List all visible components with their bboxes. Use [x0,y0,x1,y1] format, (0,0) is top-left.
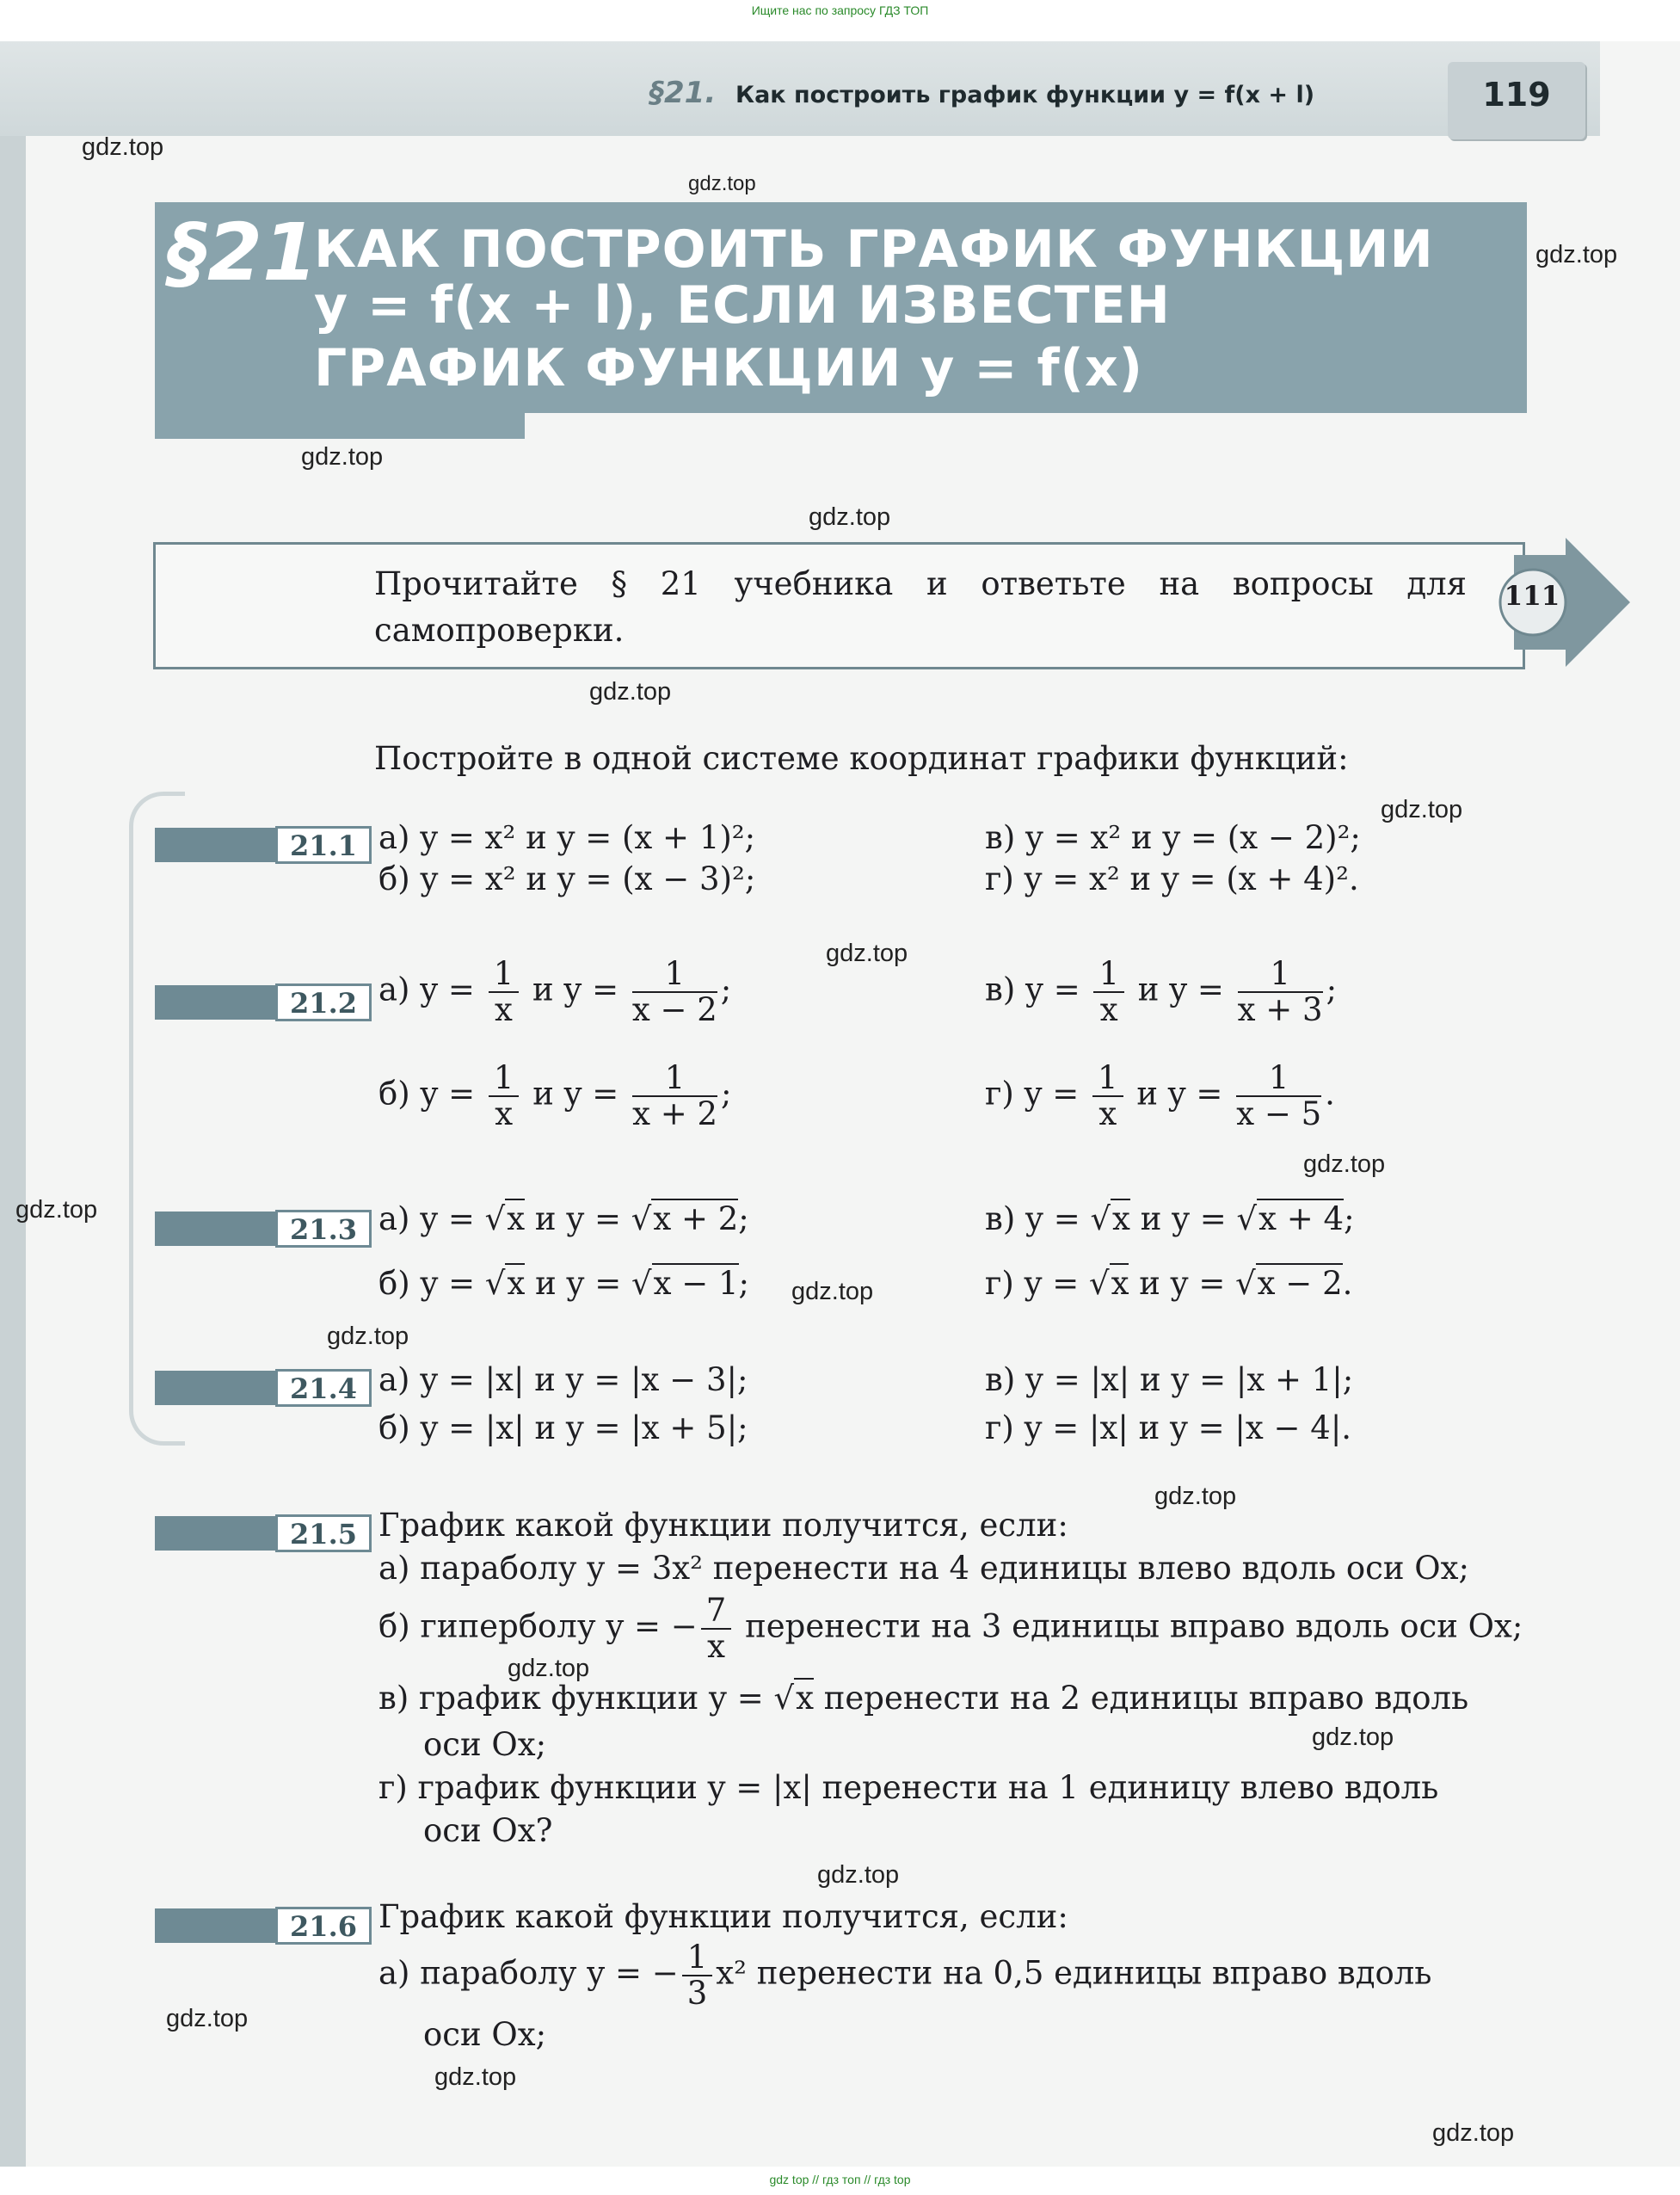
fraction [1236,1061,1321,1131]
denominator: x [495,991,513,1028]
watermark: gdz.top [1312,1723,1394,1751]
exercise-21-3-a: а) y = √x и y = √x + 2; [378,1200,749,1237]
exercise-number: 21.1 [275,826,372,864]
numerator: 1 [632,957,717,993]
exercise-number: 21.4 [275,1369,372,1407]
exercise-number: 21.6 [275,1907,372,1945]
exercise-21-3-b: б) y = √x и y = √x − 1; [378,1265,749,1302]
exercise-21-4-a: а) y = |x| и y = |x − 3|; [378,1361,748,1398]
exercise-number: 21.3 [275,1210,372,1248]
exercise-21-5-v-line-1: в) график функции y = √x перенести на 2 единицы вправо вдоль [378,1680,1469,1717]
running-header-section: §21. [649,76,717,110]
fraction [682,1940,713,2011]
watermark: gdz.top [15,1196,98,1224]
running-header-title: Как построить график функции y = f(x + l) [735,82,1315,108]
radicand: x [1112,1200,1130,1237]
watermark: gdz.top [791,1278,874,1305]
expr-end: ; [738,1265,749,1302]
exercise-21-3-g: г) y = √x и y = √x − 2. [985,1265,1353,1302]
exercise-21-5-g-line-1: г) график функции y = |x| перенести на 1 единицу влево вдоль [378,1769,1439,1806]
fraction [489,957,520,1027]
watermark: gdz.top [82,133,164,161]
footer-note: gdz top // гдз топ // гдз top [769,2173,911,2186]
denominator: x + 2 [632,1095,718,1132]
radicand: x − 1 [653,1265,739,1302]
radicand: x [1111,1265,1129,1302]
expr-mid: и y = [1137,971,1224,1008]
denominator: x [1099,991,1118,1028]
expr-prefix: б) y = [378,1265,476,1302]
denominator: 3 [686,1975,708,2012]
exercise-group-bracket [129,792,185,1446]
watermark: gdz.top [809,503,891,531]
expr-end: . [1342,1265,1353,1302]
exercise-21-4-g: г) y = |x| и y = |x − 4|. [985,1409,1352,1446]
expr-mid: и y = [1140,1200,1227,1237]
watermark: gdz.top [1432,2119,1515,2147]
numerator: 7 [701,1594,732,1630]
watermark: gdz.top [817,1861,900,1889]
expr-suffix: перенести на 2 единицы вправо вдоль [823,1680,1469,1717]
expr-mid: и y = [1136,1075,1223,1113]
exercise-21-5-a: а) параболу y = 3x² перенести на 4 единицы влево вдоль оси Ox; [378,1550,1469,1587]
expr-end: . [1325,1075,1335,1113]
expr-mid: и y = [532,1075,619,1113]
exercise-21-1-v: в) y = x² и y = (x − 2)²; [985,819,1361,856]
exercise-21-6-a-line-1 [378,1940,1431,2011]
exercise-21-6-lead: График какой функции получится, если: [378,1898,1068,1935]
expr-end: ; [1344,1200,1355,1237]
exercise-21-5-lead: График какой функции получится, если: [378,1507,1068,1544]
exercise-21-4-b: б) y = |x| и y = |x + 5|; [378,1409,748,1446]
exercise-21-1-a: а) y = x² и y = (x + 1)²; [378,819,756,856]
numerator: 1 [489,1061,520,1097]
watermark: gdz.top [1303,1150,1386,1178]
radicand: x + 2 [653,1200,739,1237]
radicand: x + 4 [1258,1200,1345,1237]
read-instruction-text: Прочитайте § 21 учебника и ответьте на вопросы для самопроверки. [374,565,1467,649]
expr-prefix: б) y = [378,1075,476,1113]
radicand: x [796,1680,814,1717]
exercise-21-5-g-line-2: оси Ox? [423,1812,553,1849]
expr-mid: и y = [535,1265,622,1302]
denominator: x [1098,1095,1117,1132]
expr-prefix: г) y = [985,1075,1080,1113]
expr-prefix: в) график функции y = [378,1680,764,1717]
denominator: x + 3 [1237,991,1323,1028]
expr-suffix: x² перенести на 0,5 единицы вправо вдоль [716,1954,1432,1992]
watermark: gdz.top [166,2005,249,2032]
expr-prefix: в) y = [985,1200,1080,1237]
watermark: gdz.top [1381,796,1463,823]
watermark: gdz.top [301,443,384,471]
fraction [1093,957,1124,1027]
exercise-number: 21.5 [275,1514,372,1552]
expr-mid: и y = [532,971,619,1008]
numerator: 1 [1092,1061,1123,1097]
chapter-title-line-3: ГРАФИК ФУНКЦИИ y = f(x) [314,338,1144,398]
fraction [632,957,717,1027]
fraction [1238,957,1323,1027]
expr-prefix: а) параболу y = − [378,1954,679,1992]
radicand: x [507,1265,526,1302]
numerator: 1 [632,1061,717,1097]
watermark: gdz.top [1154,1483,1237,1510]
numerator: 1 [1093,957,1124,993]
expr-end: ; [738,1200,749,1237]
left-margin-shade [0,136,26,2195]
numerator: 1 [1236,1061,1321,1097]
expr-end: ; [1326,971,1338,1008]
arrow-badge-number: 111 [1504,581,1560,612]
fraction [489,1061,520,1131]
exercise-number: 21.2 [275,983,372,1021]
expr-end: ; [721,1075,732,1113]
exercise-21-2-a [378,957,731,1027]
fraction [701,1594,732,1664]
radicand: x − 2 [1257,1265,1343,1302]
watermark: gdz.top [508,1655,590,1682]
chapter-title-line-1: КАК ПОСТРОИТЬ ГРАФИК ФУНКЦИИ [314,219,1434,280]
top-note: Ищите нас по запросу ГДЗ ТОП [751,3,929,17]
watermark: gdz.top [327,1323,409,1350]
watermark: gdz.top [826,940,908,967]
chapter-title-tab [155,413,525,439]
watermark: gdz.top [434,2063,517,2091]
expr-mid: и y = [1139,1265,1226,1302]
fraction [1092,1061,1123,1131]
denominator: x [495,1095,514,1132]
chapter-title-line-2: y = f(x + l), ЕСЛИ ИЗВЕСТЕН [314,275,1171,336]
exercise-21-5-b [378,1594,1523,1664]
denominator: x − 5 [1236,1095,1322,1132]
numerator: 1 [1238,957,1323,993]
exercise-21-2-b [378,1061,731,1131]
expr-prefix: б) гиперболу y = − [378,1607,698,1645]
radicand: x [507,1200,526,1237]
page-number: 119 [1482,76,1551,114]
watermark: gdz.top [1535,241,1618,268]
exercise-21-2-v [985,957,1337,1027]
fraction [632,1061,717,1131]
expr-prefix: а) y = [378,1200,475,1237]
expr-prefix: а) y = [378,971,475,1008]
exercise-21-3-v: в) y = √x и y = √x + 4; [985,1200,1355,1237]
expr-prefix: г) y = [985,1265,1080,1302]
exercise-21-1-g: г) y = x² и y = (x + 4)². [985,860,1359,897]
numerator: 1 [682,1940,713,1976]
watermark: gdz.top [589,678,672,706]
watermark: gdz.top [688,172,756,195]
exercise-21-2-g [985,1061,1335,1131]
expr-end: ; [720,971,732,1008]
chapter-number: §21 [168,207,318,299]
exercise-21-5-v-line-2: оси Ox; [423,1726,547,1763]
exercise-21-4-v: в) y = |x| и y = |x + 1|; [985,1361,1354,1398]
expr-mid: и y = [534,1200,621,1237]
exercise-21-6-a-line-2: оси Ox; [423,2016,547,2053]
expr-prefix: в) y = [985,971,1080,1008]
exercise-21-1-b: б) y = x² и y = (x − 3)²; [378,860,756,897]
numerator: 1 [489,957,520,993]
expr-suffix: перенести на 3 единицы вправо вдоль оси Ox; [745,1607,1523,1645]
denominator: x [707,1628,725,1665]
instruction-intro: Постройте в одной системе координат графики функций: [374,740,1349,777]
denominator: x − 2 [631,991,717,1028]
